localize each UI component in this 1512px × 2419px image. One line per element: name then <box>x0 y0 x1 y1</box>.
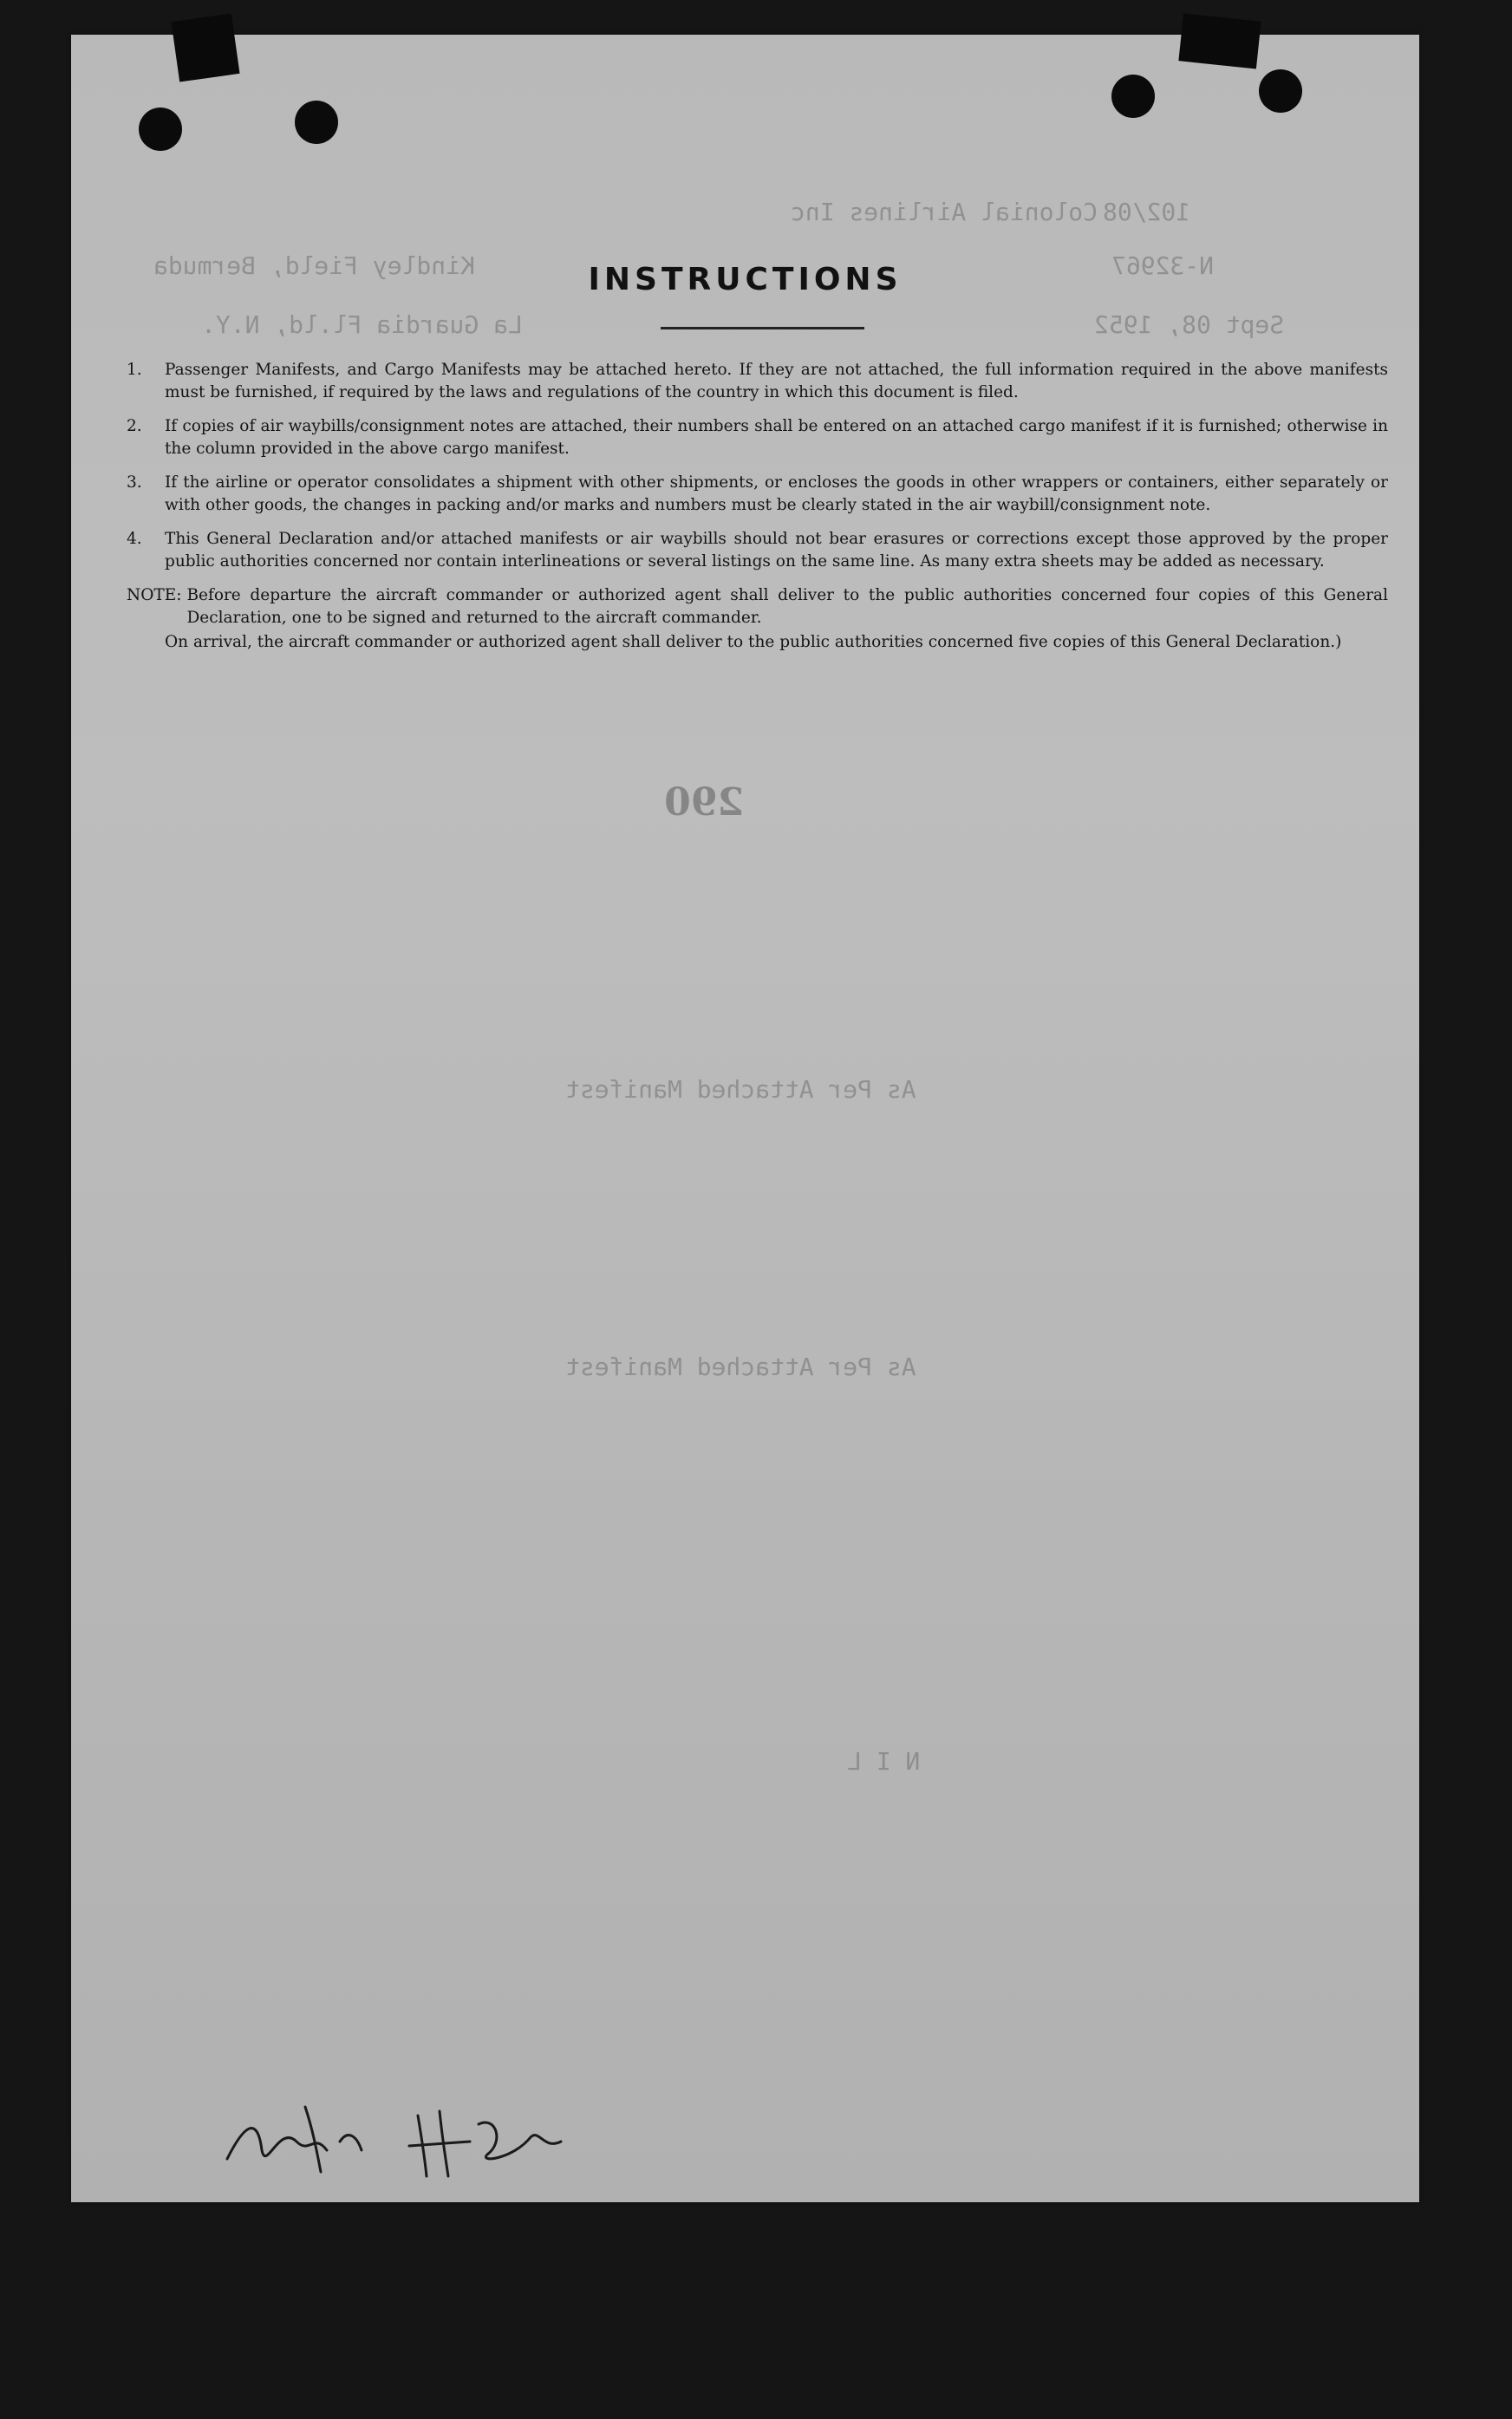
instruction-item-4 <box>127 528 1388 573</box>
signature-mark <box>218 2090 583 2185</box>
bleed-location: Kindley Field, Bermuda <box>153 251 475 280</box>
item-number: 3. <box>127 473 142 492</box>
item-number: 2. <box>127 417 142 435</box>
item-text: If copies of air waybills/consignment notes are attached, their numbers shall be entered on an attached cargo manifest if it is furnished; otherwise in the column provided in the above cargo manifest. <box>165 417 1388 458</box>
bleed-airline: Colonial Airlines Inc <box>791 198 1098 226</box>
item-number: 1. <box>127 361 142 379</box>
bleed-manifest-1: As Per Attached Manifest <box>565 1075 916 1104</box>
title-underline <box>661 327 864 329</box>
stamp-number: 290 <box>664 780 744 825</box>
instructions-list <box>127 359 1388 654</box>
item-number: 4. <box>127 530 142 548</box>
bleed-registration: N-32967 <box>1111 251 1215 280</box>
tape-strip-left <box>171 13 239 82</box>
item-text: This General Declaration and/or attached manifests or air waybills should not bear erasures or corrections except those approved by the proper public authorities concerned nor contain interlineations or several listings on the same line. As many extra sheets may be added as necessary. <box>165 530 1388 571</box>
instruction-item-1 <box>127 359 1388 404</box>
punch-hole-2 <box>295 101 338 144</box>
note-text: Before departure the aircraft commander or authorized agent shall deliver to the public authorities concerned four copies of this General Declaration, one to be signed and returned to the aircraft commander. <box>186 586 1388 627</box>
tape-strip-right <box>1178 13 1261 68</box>
instruction-item-3 <box>127 472 1388 517</box>
note-label: NOTE: <box>127 586 182 604</box>
page-title: INSTRUCTIONS <box>588 262 903 297</box>
instruction-item-2 <box>127 415 1388 460</box>
bleed-destination: La Guardia Fl.ld, N.Y. <box>201 310 523 339</box>
note-continuation: On arrival, the aircraft commander or authorized agent shall deliver to the public authorities concerned five copies of this General Declaration.) <box>165 633 1342 651</box>
punch-hole-1 <box>139 108 182 151</box>
item-text: If the airline or operator consolidates a shipment with other shipments, or encloses the goods in other wrappers or containers, either separately or with other goods, the changes in packing and/or marks and numbers must be clearly stated in the air waybill/consignment note. <box>165 473 1388 514</box>
paper-sheet <box>71 35 1419 2202</box>
bleed-date: Sept 08, 1952 <box>1094 310 1285 339</box>
item-text: Passenger Manifests, and Cargo Manifests may be attached hereto. If they are not attached, the full information required in the above manifests must be furnished, if required by the laws and regulations of the country in which this document is filed. <box>165 361 1388 401</box>
punch-hole-4 <box>1259 69 1302 113</box>
bleed-manifest-2: As Per Attached Manifest <box>565 1353 916 1381</box>
punch-hole-3 <box>1111 75 1155 118</box>
bleed-code: 102/08 <box>1103 198 1191 226</box>
bleed-nil: N I L <box>847 1747 921 1776</box>
note-block <box>127 584 1388 629</box>
